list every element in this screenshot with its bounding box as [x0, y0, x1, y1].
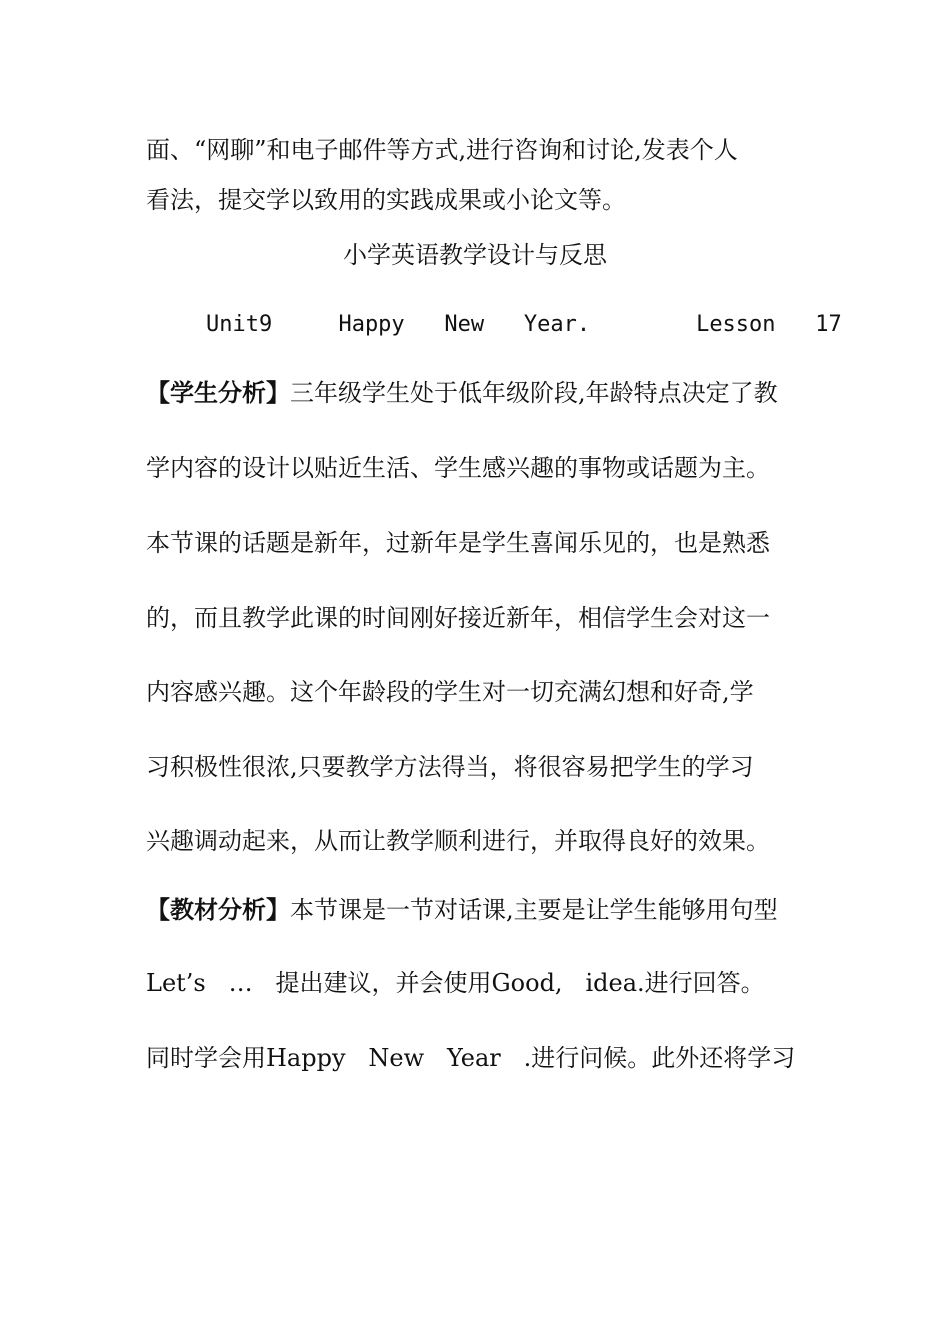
- section-material-analysis-first-line: [146, 895, 811, 925]
- paragraph-line: 本节课的话题是新年，过新年是学生喜闻乐见的，也是熟悉: [146, 529, 770, 557]
- paragraph-line: 兴趣调动起来，从而让教学顺利进行，并取得良好的效果。: [146, 827, 770, 855]
- paragraph-line: 内容感兴趣。这个年龄段的学生对一切充满幻想和好奇,学: [146, 678, 754, 706]
- paragraph-line: 看法，提交学以致用的实践成果或小论文等。: [146, 186, 626, 214]
- paragraph-line: 同时学会用Happy New Year .进行问候。此外还将学习: [146, 1044, 796, 1072]
- lesson-heading: Unit9 Happy New Year. Lesson 17: [206, 312, 842, 337]
- paragraph-line: 的，而且教学此课的时间刚好接近新年，相信学生会对这一: [146, 604, 770, 632]
- paragraph-line: 三年级学生处于低年级阶段,年龄特点决定了教: [290, 379, 778, 407]
- section-student-analysis-first-line: [146, 378, 811, 408]
- paragraph-line: Let’s … 提出建议，并会使用Good, idea.进行回答。: [146, 969, 765, 997]
- paragraph-line: 本节课是一节对话课,主要是让学生能够用句型: [290, 896, 778, 924]
- paragraph-line: 学内容的设计以贴近生活、学生感兴趣的事物或话题为主。: [146, 454, 770, 482]
- paragraph-line: 面、“网聊”和电子邮件等方式,进行咨询和讨论,发表个人: [146, 136, 738, 164]
- section-label: 【教材分析】: [146, 895, 290, 924]
- paragraph-line: 习积极性很浓,只要教学方法得当，将很容易把学生的学习: [146, 753, 754, 781]
- document-title: 小学英语教学设计与反思: [343, 241, 607, 269]
- section-label: 【学生分析】: [146, 378, 290, 407]
